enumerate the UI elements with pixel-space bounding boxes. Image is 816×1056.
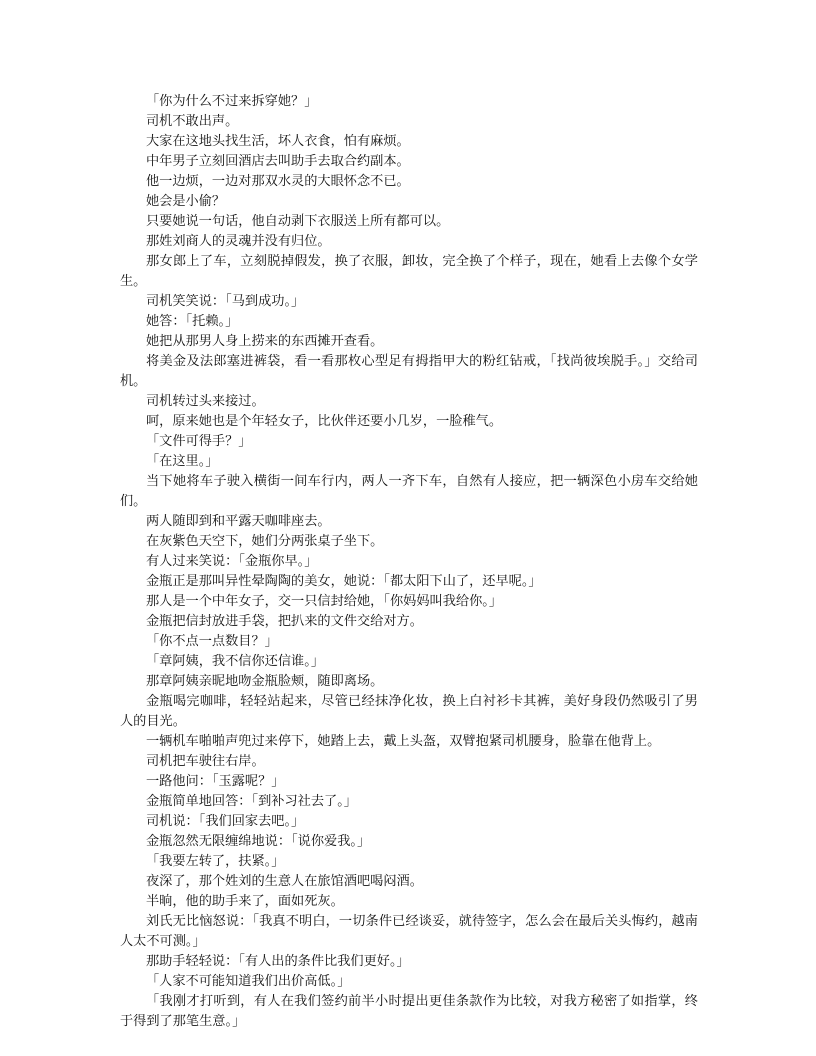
paragraph: 她答：「托赖。」 (146, 314, 239, 329)
paragraph: 当下她将车子驶入横街一间车行内，两人一齐下车，自然有人接应，把一辆深色小房车交给她们。 (120, 474, 698, 509)
paragraph: 只要她说一句话，他自动剥下衣服送上所有都可以。 (146, 214, 450, 229)
paragraph: 「人家不可能知道我们出价高低。」 (146, 974, 351, 989)
paragraph: 那章阿姨亲昵地吻金瓶脸颊，随即离场。 (146, 674, 384, 689)
paragraph: 金瓶喝完咖啡，轻轻站起来，尽管已经抹净化妆，换上白衬衫卡其裤，美好身段仍然吸引了男人的目光。 (120, 694, 698, 729)
paragraph: 中年男子立刻回酒店去叫助手去取合约副本。 (146, 154, 410, 169)
paragraph: 「文件可得手？」 (146, 434, 252, 449)
paragraph: 司机不敢出声。 (146, 114, 239, 129)
paragraph: 她会是小偷？ (146, 194, 226, 209)
paragraph: 两人随即到和平露天咖啡座去。 (146, 514, 331, 529)
paragraph: 司机把车驶往右岸。 (146, 754, 265, 769)
paragraph: 呵，原来她也是个年轻女子，比伙伴还要小几岁，一脸稚气。 (146, 414, 503, 429)
paragraph: 夜深了，那个姓刘的生意人在旅馆酒吧喝闷酒。 (146, 874, 423, 889)
paragraph: 「你不点一点数目？」 (146, 634, 278, 649)
paragraph: 有人过来笑说：「金瓶你早。」 (146, 554, 318, 569)
paragraph: 一路他问：「玉露呢？」 (146, 774, 285, 789)
document-body (120, 92, 698, 1032)
paragraph: 金瓶忽然无限缠绵地说：「说你爱我。」 (146, 834, 371, 849)
paragraph: 他一边烦，一边对那双水灵的大眼怀念不已。 (146, 174, 410, 189)
paragraph: 金瓶把信封放进手袋，把扒来的文件交给对方。 (146, 614, 423, 629)
paragraph: 那姓刘商人的灵魂并没有归位。 (146, 234, 331, 249)
paragraph: 大家在这地头找生活，坏人衣食，怕有麻烦。 (146, 134, 410, 149)
paragraph: 金瓶简单地回答：「到补习社去了。」 (146, 794, 357, 809)
paragraph: 一辆机车啪啪声兜过来停下，她踏上去，戴上头盔，双臂抱紧司机腰身，脸靠在他背上。 (146, 734, 661, 749)
paragraph: 「你为什么不过来拆穿她？」 (146, 94, 318, 109)
paragraph: 金瓶正是那叫异性晕陶陶的美女，她说：「都太阳下山了，还早呢。」 (146, 574, 542, 589)
paragraph: 司机说：「我们回家去吧。」 (146, 814, 305, 829)
paragraph: 那人是一个中年女子，交一只信封给她，「你妈妈叫我给你。」 (146, 594, 503, 609)
paragraph: 司机笑笑说：「马到成功。」 (146, 294, 305, 309)
paragraph: 在灰紫色天空下，她们分两张桌子坐下。 (146, 534, 384, 549)
paragraph: 「我要左转了，扶紧。」 (146, 854, 285, 869)
paragraph: 「我刚才打听到，有人在我们签约前半小时提出更佳条款作为比较，对我方秘密了如指掌，终于得到了那笔生意。」 (120, 994, 698, 1029)
paragraph: 半晌，他的助手来了，面如死灰。 (146, 894, 344, 909)
paragraph: 司机转过头来接过。 (146, 394, 265, 409)
paragraph: 将美金及法郎塞进裤袋，看一看那枚心型足有拇指甲大的粉红钻戒，「找尚彼埃脱手。」交给司机。 (120, 354, 698, 389)
paragraph: 「章阿姨，我不信你还信谁。」 (146, 654, 325, 669)
paragraph: 她把从那男人身上捞来的东西摊开查看。 (146, 334, 384, 349)
paragraph: 那助手轻轻说：「有人出的条件比我们更好。」 (146, 954, 410, 969)
paragraph: 「在这里。」 (146, 454, 219, 469)
paragraph: 刘氏无比恼怒说：「我真不明白，一切条件已经谈妥，就待签字，怎么会在最后关头悔约，越南人太不可测。」 (120, 914, 698, 949)
paragraph: 那女郎上了车，立刻脱掉假发，换了衣服，卸妆，完全换了个样子，现在，她看上去像个女学生。 (120, 254, 698, 289)
